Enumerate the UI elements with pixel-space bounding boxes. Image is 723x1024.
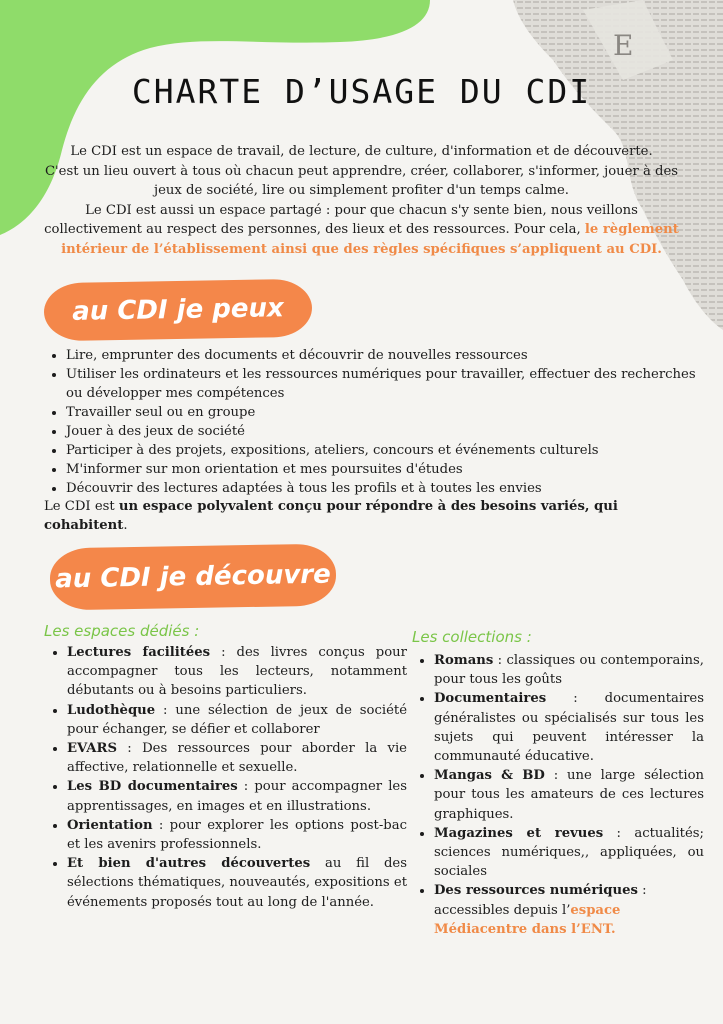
mediacentre-link: espace Médiacentre dans l’ENT. [434,902,621,937]
item-text: : des livres conçus pour accompagner tous les lecteurs, notamment débutants ou à besoins particuliers. [67,645,407,699]
list-item: • Utiliser les ordinateurs et les ressources numériques pour travailler, effectuer des recherches ou développer mes compétences [66,365,706,403]
intro-paragraph-3 [40,201,683,260]
list-item: • Participer à des projets, expositions, ateliers, concours et événements culturels [66,441,706,460]
collections-list [412,651,704,939]
list-item [434,766,704,824]
item-text: : Des ressources pour aborder la vie affective, relationnelle et sexuelle. [67,741,407,776]
page-title: CHARTE D’USAGE DU CDI [131,72,592,111]
svg-text:E: E [613,29,634,62]
item-title: Documentaires [434,691,547,707]
list-item [67,777,407,815]
item-title: Des ressources numériques [434,883,638,899]
item-text: : classiques ou contemporains, pour tous les goûts [434,653,704,688]
item-title: Et bien d'autres découvertes [67,856,311,872]
list-item [67,701,407,739]
list-item: • Travailler seul ou en groupe [66,403,706,422]
list-item [434,824,704,882]
item-title: Ludothèque [67,702,156,718]
list-item: • M'informer sur mon orientation et mes poursuites d'études [66,460,706,479]
je-peux-list [44,346,706,498]
list-item [434,689,704,766]
summary-text [44,497,704,535]
item-text: au fil des sélections thématiques, nouveautés, expositions et événements proposés tout au long de l'année. [67,856,407,910]
section-heading-je-decouvre: au CDI je découvre [49,544,336,611]
intro-paragraph-1: Le CDI est un espace de travail, de lecture, de culture, d'information et de découverte. [70,144,653,159]
summary-prefix: Le CDI est [44,499,119,514]
list-item: • Jouer à des jeux de société [66,422,706,441]
section-heading-je-peux: au CDI je peux [44,279,313,342]
rules-highlight: le règlement intérieur de l’établissement ainsi que des règles spécifiques s’appliquent au CDI. [61,222,679,257]
item-text: : pour accompagner les apprentissages, en images et en illustrations. [67,779,408,814]
item-title: Les BD documentaires [67,779,238,795]
list-item [67,739,407,777]
item-title: Orientation [67,817,153,833]
item-title: Magazines et revues [434,825,604,841]
list-item [434,651,704,689]
subheading-collections: Les collections : [412,628,532,646]
item-text: : accessibles depuis l’ [434,883,647,918]
item-title: Romans [434,653,494,668]
list-item: • Lire, emprunter des documents et découvrir de nouvelles ressources [66,346,706,365]
item-text: : actualités; sciences numériques,, appliquées, ou sociales [434,825,704,880]
item-text: : une large sélection pour tous les amateurs de ces lectures graphiques. [434,768,704,822]
list-item: • Découvrir des lectures adaptées à tous les profils et à toutes les envies [66,479,706,498]
list-item [434,881,704,939]
item-title: Mangas & BD [434,768,545,784]
item-text: : documentaires généralistes ou spécialisés sur tous les sujets qui peuvent intéresser la communauté éducative. [434,691,704,765]
espaces-list [45,643,407,912]
list-item [67,854,407,912]
intro-paragraph-2: C'est un lieu ouvert à tous où chacun peut apprendre, créer, collaborer, s'informer, jouer à des jeux de société, lire ou simplement profiter d'un temps calme. [44,163,679,198]
item-text: : pour explorer les options post-bac et les avenirs professionnels. [67,817,407,853]
item-text: : une sélection de jeux de société pour échanger, se défier et collaborer [67,702,407,737]
summary-suffix: . [123,518,128,533]
intro-paragraph-3-text: Le CDI est aussi un espace partagé : pour que chacun s'y sente bien, nous veillons collectivement au respect des personnes, des lieux et des ressources. Pour cela, [44,202,638,237]
list-item [67,643,407,701]
list-item [67,816,407,854]
item-title: EVARS [67,741,117,757]
subheading-espaces: Les espaces dédiés : [44,622,200,640]
intro-text [40,142,683,259]
summary-bold: un espace polyvalent conçu pour répondre à des besoins variés, qui cohabitent [44,499,618,533]
item-title: Lectures facilitées [67,645,211,660]
